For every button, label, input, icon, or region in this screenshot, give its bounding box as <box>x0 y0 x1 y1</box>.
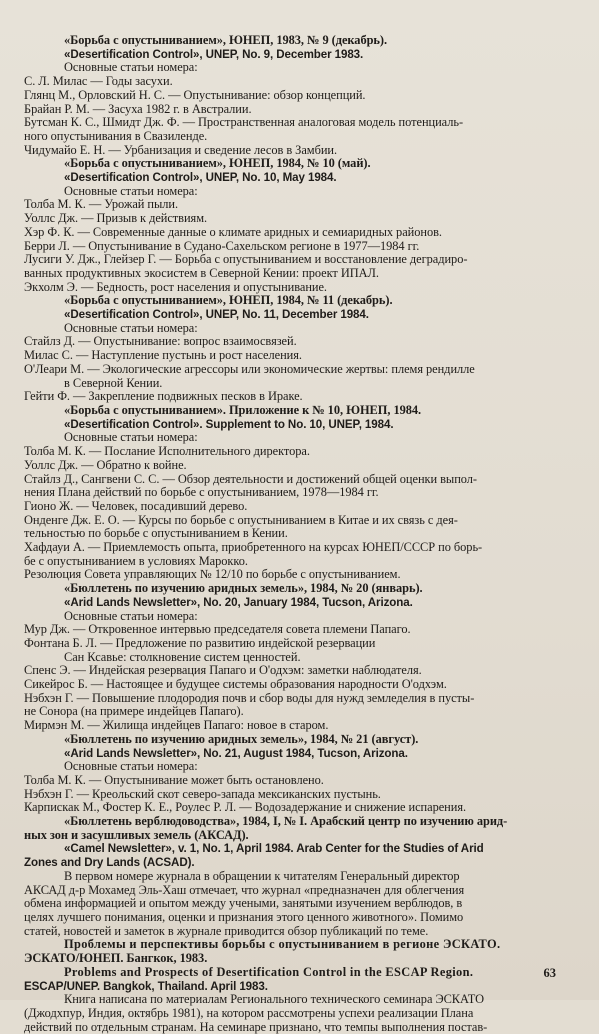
text-line: «Desertification Control», UNEP, No. 9, December 1983. <box>64 47 364 61</box>
text-line: «Desertification Control». Supplement to No. 10, UNEP, 1984. <box>64 417 394 431</box>
text-line: Берри Л. — Опустынивание в Судано-Сахельском регионе в 1977—1984 гг. <box>24 239 420 253</box>
text-line: Резолюция Совета управляющих № 12/10 по борьбе с опустыниванием. <box>24 568 401 582</box>
text-line: Zones and Dry Lands (ACSAD). <box>24 856 195 870</box>
text-line: Бутсман К. С., Шмидт Дж. Ф. — Пространственная аналоговая модель потенциаль- <box>24 116 464 130</box>
text-line: ных зон и засушливых земель (АКСАД). <box>24 828 249 842</box>
text-line: Спенс Э. — Индейская резервация Папаго и О'одхэм: заметки наблюдателя. <box>24 664 422 678</box>
text-line: С. Л. Милас — Годы засухи. <box>24 75 173 89</box>
text-line: Основные статьи номера: <box>64 760 198 774</box>
text-line: Глянц М., Орловский Н. С. — Опустынивание: обзор концепций. <box>24 88 366 102</box>
text-line: Основные статьи номера: <box>64 431 198 445</box>
text-line: «Борьба с опустыниванием», ЮНЕП, 1984, № 10 (май). <box>64 157 371 171</box>
text-line: тельностью по борьбе с опустыниванием в Кении. <box>24 527 288 541</box>
text-line: «Борьба с опустыниванием», ЮНЕП, 1983, № 9 (декабрь). <box>64 34 388 47</box>
text-line: ного опустынивания в Свазиленде. <box>24 129 208 143</box>
text-line: Нэбхэн Г. — Креольский скот северо-запада мексиканских пустынь. <box>24 787 381 801</box>
text-line: «Бюллетень по изучению аридных земель», 1984, № 20 (январь). <box>64 582 423 596</box>
text-line: целях лучшего понимания, оценки и признания этого ценного животного». Помимо <box>24 911 464 924</box>
text-line: нения Плана действий по борьбе с опустыниванием, 1978—1984 гг. <box>24 486 379 500</box>
text-line: Хэр Ф. К. — Современные данные о климате аридных и семиаридных районов. <box>24 225 442 239</box>
text-line: Толба М. К. — Послание Исполнительного директора. <box>24 445 310 459</box>
text-line: «Борьба с опустыниванием». Приложение к № 10, ЮНЕП, 1984. <box>64 403 422 417</box>
text-line: Мирмэн М. — Жилища индейцев Папаго: новое в старом. <box>24 719 329 733</box>
text-line: обмена информацией и опытом между учеными, занятыми изучением верблюдов, в <box>24 897 463 911</box>
text-line: Стайлз Д., Сангвени С. С. — Обзор деятельности и достижений общей оценки выпол- <box>24 472 477 486</box>
text-line: Экхолм Э. — Бедность, рост населения и опустынивание. <box>24 280 327 294</box>
text-line: (Джодхпур, Индия, октябрь 1981), на котором рассмотрены успехи реализации Плана <box>24 1006 474 1020</box>
text-line: Сикейрос Б. — Настоящее и будущее системы образования народности О'одхэм. <box>24 678 447 692</box>
text-line: Онденге Дж. Е. О. — Курсы по борьбе с опустыниванием в Китае и их связь с дея- <box>24 513 458 527</box>
text-line: «Бюллетень по изучению аридных земель», 1984, № 21 (август). <box>64 732 419 746</box>
text-line: в Северной Кении. <box>64 376 163 390</box>
text-line: Милас С. — Наступление пустынь и рост населения. <box>24 349 302 363</box>
text-line: Чидумайо Е. Н. — Урбанизация и сведение лесов в Замбии. <box>24 143 338 157</box>
text-line: АКСАД д-р Мохамед Эль-Хаш отмечает, что журнал «предназначен для облегчения <box>24 883 465 897</box>
text-line: Сан Ксавье: столкновение систем ценностей. <box>64 650 301 664</box>
text-line: Уоллс Дж. — Обратно к войне. <box>24 458 187 472</box>
text-line: не Сонора (на примере индейцев Папаго). <box>24 705 244 719</box>
text-line: Стайлз Д. — Опустынивание: вопрос взаимосвязей. <box>24 335 297 349</box>
text-line: Толба М. К. — Урожай пыли. <box>24 198 179 212</box>
text-line: «Desertification Control», UNEP, No. 10, May 1984. <box>64 171 337 185</box>
text-line: О'Леари М. — Экологические агрессоры или экономические жертвы: племя рендилле <box>24 362 475 376</box>
page-number: 63 <box>543 966 556 980</box>
text-line: Основные статьи номера: <box>64 61 198 75</box>
text-line: Гейти Ф. — Закрепление подвижных песков в Ираке. <box>24 390 303 404</box>
text-line: «Desertification Control», UNEP, No. 11, December 1984. <box>64 308 369 322</box>
text-line: Гионо Ж. — Человек, посадивший дерево. <box>24 499 248 513</box>
text-line: бе с опустыниванием в условиях Марокко. <box>24 554 248 568</box>
text-line: Фонтана Б. Л. — Предложение по развитию индейской резервации <box>24 636 376 650</box>
text-line: В первом номере журнала в обращении к читателям Генеральный директор <box>64 869 460 883</box>
text-line: Книга написана по материалам Регионального технического семинара ЭСКАТО <box>64 993 485 1007</box>
text-line: Проблемы и перспективы борьбы с опустыниванием в регионе ЭСКАТО. <box>64 938 501 952</box>
text-line: Problems and Prospects of Desertification Control in the ESCAP Region. <box>64 965 474 979</box>
page-text <box>24 34 567 1034</box>
text-line: «Борьба с опустыниванием», ЮНЕП, 1984, № 11 (декабрь). <box>64 294 393 308</box>
text-line: «Arid Lands Newsletter», No. 21, August 1984, Tucson, Arizona. <box>64 746 408 760</box>
text-line: Основные статьи номера: <box>64 321 198 335</box>
text-line: Нэбхэн Г. — Повышение плодородия почв и сбор воды для нужд земледелия в пусты- <box>24 691 475 705</box>
text-line: Карпискак М., Фостер К. Е., Роулес Р. Л. — Водозадержание и снижение испарения. <box>24 801 467 815</box>
text-line: «Бюллетень верблюдоводства», 1984, I, № I. Арабский центр по изучению арид- <box>64 815 508 829</box>
text-line: Толба М. К. — Опустынивание может быть остановлено. <box>24 773 324 787</box>
text-line: ESCAP/UNEP. Bangkok, Thailand. April 1983. <box>24 979 268 993</box>
text-line: «Arid Lands Newsletter», No. 20, January 1984, Tucson, Arizona. <box>64 595 413 609</box>
text-line: статей, новостей и заметок в журнале приводится обзор публикаций по теме. <box>24 924 429 938</box>
text-line: действий по отдельным странам. На семинаре признано, что темпы выполнения постав- <box>24 1020 488 1034</box>
text-line: Хафдауи А. — Приемлемость опыта, приобретенного на курсах ЮНЕП/СССР по борь- <box>24 541 483 555</box>
text-line: ЭСКАТО/ЮНЕП. Бангкок, 1983. <box>24 952 208 966</box>
text-line: Основные статьи номера: <box>64 609 198 623</box>
text-line: ванных продуктивных экосистем в Северной Кении: проект ИПАЛ. <box>24 266 379 280</box>
text-line: «Camel Newsletter», v. 1, No. 1, April 1984. Arab Center for the Studies of Arid <box>64 842 484 856</box>
text-line: Мур Дж. — Откровенное интервью председателя совета племени Папаго. <box>24 623 411 637</box>
text-line: Брайан Р. М. — Засуха 1982 г. в Австралии. <box>24 102 252 116</box>
text-line: Уоллс Дж. — Призыв к действиям. <box>24 212 208 226</box>
text-line: Лусиги У. Дж., Глейзер Г. — Борьба с опустыниванием и восстановление деградиро- <box>24 253 468 267</box>
text-line: Основные статьи номера: <box>64 184 198 198</box>
